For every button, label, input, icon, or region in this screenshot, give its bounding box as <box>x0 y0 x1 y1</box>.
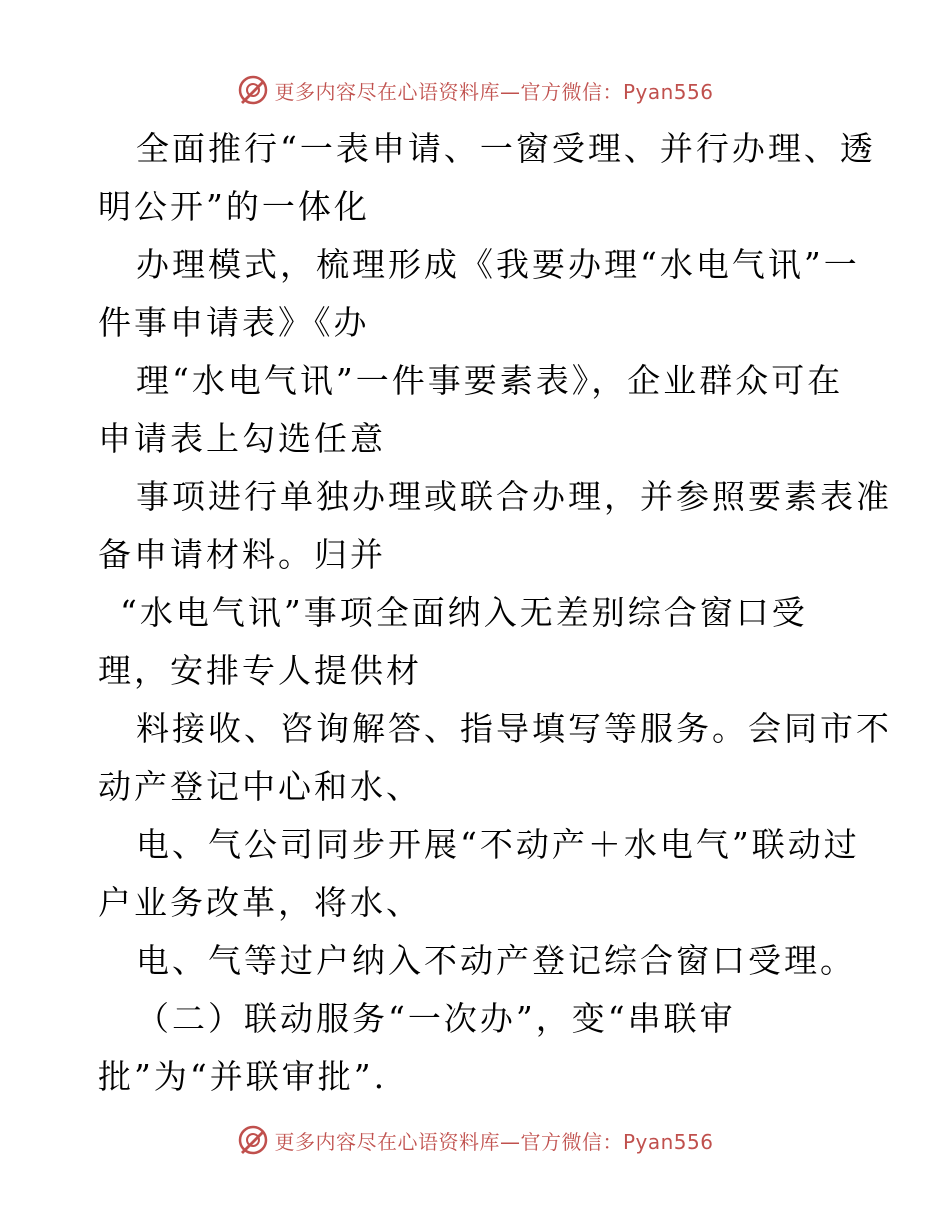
watermark-logo-icon <box>236 1123 270 1157</box>
paragraph-line: 备申请材料。归并 <box>98 535 386 574</box>
paragraph-8 <box>98 932 858 990</box>
watermark-text: 更多内容尽在心语资料库—官方微信：Pyan556 <box>274 1129 714 1154</box>
paragraph-line: 明公开”的一体化 <box>98 187 370 226</box>
paragraph-line: 办理模式，梳理形成《我要办理“水电气讯”一 <box>136 245 860 284</box>
paragraph-line: 电、气公司同步开展“不动产＋水电气”联动过 <box>136 825 860 864</box>
paragraph-3 <box>98 352 858 468</box>
paragraph-9 <box>98 990 858 1106</box>
paragraph-7 <box>98 816 858 932</box>
paragraph-line: 全面推行“一表申请、一窗受理、并行办理、透 <box>136 129 876 168</box>
paragraph-line: 批”为“并联审批”. <box>98 1057 388 1096</box>
paragraph-line: 事项进行单独办理或联合办理，并参照要素表准 <box>136 477 892 516</box>
document-body <box>98 120 892 1106</box>
paragraph-2 <box>98 236 858 352</box>
paragraph-line: 件事申请表》《办 <box>98 303 370 342</box>
watermark-text: 更多内容尽在心语资料库—官方微信：Pyan556 <box>274 79 714 104</box>
paragraph-line: 动产登记中心和水、 <box>98 767 422 806</box>
paragraph-line: 申请表上勾选任意 <box>98 419 386 458</box>
paragraph-line: （二）联动服务“一次办”，变“串联审 <box>136 999 736 1038</box>
paragraph-line: 户业务改革，将水、 <box>98 883 422 922</box>
paragraph-line: 电、气等过户纳入不动产登记综合窗口受理。 <box>136 941 856 980</box>
paragraph-line: 理，安排专人提供材 <box>98 651 422 690</box>
footer-watermark <box>0 1123 950 1157</box>
paragraph-line: 料接收、咨询解答、指导填写等服务。会同市不 <box>136 709 892 748</box>
paragraph-4 <box>98 468 892 584</box>
paragraph-line: 理“水电气讯”一件事要素表》，企业群众可在 <box>136 361 844 400</box>
header-watermark <box>0 73 950 107</box>
paragraph-1 <box>98 120 876 236</box>
paragraph-line: “水电气讯”事项全面纳入无差别综合窗口受 <box>120 593 808 632</box>
paragraph-6 <box>98 700 892 816</box>
watermark-logo-icon <box>236 73 270 107</box>
paragraph-5 <box>98 584 858 700</box>
